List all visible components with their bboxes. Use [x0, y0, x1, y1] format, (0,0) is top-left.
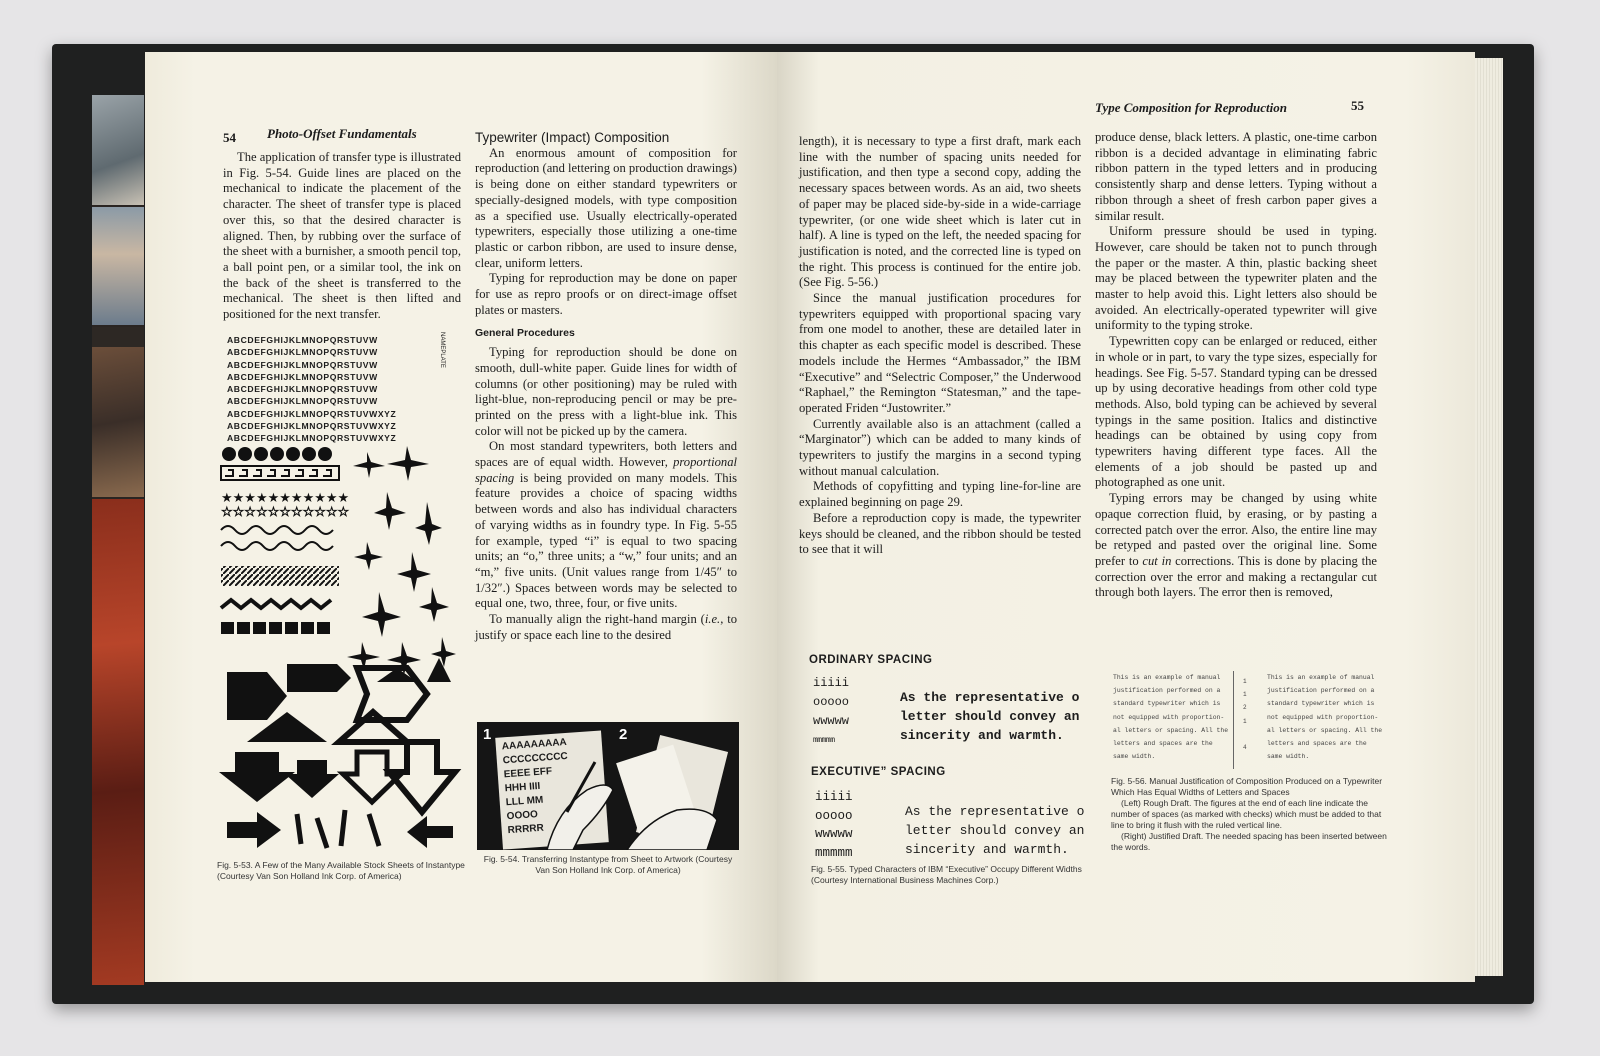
- left-col1: [223, 150, 461, 323]
- diamond-border-icon: [221, 526, 333, 534]
- transfer-photo: [477, 722, 739, 850]
- alphabet-line: ABCDEFGHIJKLMNOPQRSTUVW: [227, 396, 378, 407]
- ordinary-sample-text: As the representative o letter should convey an sincerity and warmth.: [900, 690, 1080, 743]
- right-page: [777, 52, 1475, 982]
- paragraph: length), it is necessary to type a first draft, mark each line with the number of spacing units needed for justification, and then type a second copy, adding the necessary spaces between words. As an aid, two sheets of paper may be placed side-by-side in a wide-carriage typewriter, (or one wide sheet which is later cut in half). A line is typed on the left, the needed spacing for justification is noted, and the corrected line is typed on the right. This process is continued for the entire job. (See Fig. 5-56.): [799, 134, 1081, 290]
- airplane-silhouettes-icon: [347, 446, 456, 682]
- paragraph: Typing for reproduction should be done on smooth, dull-white paper. Guide lines for width of columns (or other positioning) may be ruled with light-blue, non-reproducing pencil or may be pre-printed on the press with a light-blue ink. This color will not be picked up by the camera.: [475, 345, 737, 438]
- left-page: [145, 52, 777, 982]
- instantype-sheet: AAAAAAAAA CCCCCCCCC EEEE EFF HHH IIII LLL MM OOOO RRRRR: [495, 730, 609, 849]
- running-head: Type Composition for Reproduction: [1095, 100, 1287, 115]
- alphabet-line: ABCDEFGHIJKLMNOPQRSTUVW: [227, 371, 378, 382]
- photo-label-1: 1: [483, 726, 492, 743]
- ordinary-spacing-heading: ORDINARY SPACING: [809, 654, 933, 666]
- paragraph: An enormous amount of composition for reproduction (and lettering on production drawings) is being done on either standard typewriters or specially-designed models, with type composition as a specified use. Usually electrically-operated typewriters, especially those utilizing a one-time plastic or carbon ribbon, are used to insure dense, clear, uniform letters.: [475, 145, 737, 270]
- arrow-shapes-icon: [219, 664, 455, 848]
- running-head: Photo-Offset Fundamentals: [267, 126, 417, 141]
- ornament-row-icon: [221, 622, 330, 634]
- executive-spacing-heading: EXECUTIVE” SPACING: [811, 766, 946, 778]
- alphabet-line: ABCDEFGHIJKLMNOPQRSTUVW: [227, 384, 378, 395]
- paragraph: Since the manual justification procedures for typewriters equipped with proportional spacing vary from one model to another, these are detailed later in this chapter as each specific model is described. These models include the Hermes “Ambassador,” the IBM “Executive” and “Selectric Composer,” the Underwood “Raphael,” the Remington “Statesman,” and the tape-operated Friden “Justowriter.”: [799, 291, 1081, 415]
- page-edges: [1475, 58, 1503, 976]
- instantype-sheets-figure: [217, 442, 467, 852]
- alphabet-line: ABCDEFGHIJKLMNOPQRSTUVW: [227, 335, 378, 345]
- alphabet-tag: NAMEPLATE: [439, 332, 445, 368]
- hands-illustration: [477, 722, 739, 850]
- dots-row-icon: [222, 447, 332, 461]
- right-col1: [799, 134, 1081, 558]
- transfer-paragraph: The application of transfer type is illustrated in Fig. 5-54. Guide lines are placed on the mechanical to indicate the placement of the character. The sheet of transfer type is placed over this, so that the desired character is aligned. Then, by rubbing over the surface of the sheet with a burnisher, a smooth pencil top, a ball point pen, or a similar tool, the ink on the back of the sheet is transferred to the mechanical. The sheet is then lifted and positioned for the next transfer.: [223, 150, 461, 322]
- fig-553-caption: Fig. 5-53. A Few of the Many Available Stock Sheets of Instantype (Courtesy Van Son Holland Ink Corp. of America): [217, 860, 465, 881]
- executive-sample-text: As the representative o letter should convey an sincerity and warmth.: [905, 804, 1085, 857]
- alphabet-samples: [227, 334, 396, 445]
- paragraph: Typing errors may be changed by using white opaque correction fluid, by erasing, or by pasting a corrected patch over the error. Also, the entire line may be retyped and pasted over the original line. Some prefer to cut in corrections. This is done by placing the correction over the error and making a rectangular cut through both layers. The error then is removed,: [1095, 491, 1377, 600]
- paragraph: Methods of copyfitting and typing line-for-line are explained beginning on page 29.: [799, 479, 1081, 510]
- photo-strip: [92, 95, 144, 985]
- wave-border-icon: [221, 542, 333, 550]
- right-col2: [1095, 130, 1377, 601]
- photo-label-2: 2: [619, 726, 628, 743]
- justified-draft-text: This is an example of manual justification performed on a standard typewriter which is not equipped with proportion- al letters or spacing. All the letters and spaces are the same width.: [1267, 674, 1383, 761]
- paragraph: Currently available also is an attachment (called a “Marginator”) which can be added to many kinds of typewriters to justify the margins in a second typing without manual calculation.: [799, 416, 1081, 478]
- subheading: General Procedures: [475, 327, 575, 340]
- rope-border-icon: [221, 566, 339, 586]
- alphabet-line: ABCDEFGHIJKLMNOPQRSTUVWXYZ: [227, 408, 397, 419]
- paragraph: On most standard typewriters, both letters and spaces are of equal width. However, proportional spacing is being provided on many models. This feature provides a choice of spacing widths between words and also has individual characters of varying widths as in foundry type. In Fig. 5-55 for example, typed “i” is equal to two spacing units; an “o,” three units; a “w,” four units; and an “m,” five units. (Unit values range from 1/45″ to 1/32″.) Spaces between words may be selected to equal one, two, three, four, or five units.: [475, 439, 737, 611]
- fig-555-caption: Fig. 5-55. Typed Characters of IBM “Executive” Occupy Different Widths (Courtesy International Business Machines Corp.): [811, 864, 1082, 885]
- hand-icon: [547, 785, 613, 850]
- alphabet-line: ABCDEFGHIJKLMNOPQRSTUVWXYZ: [227, 421, 397, 432]
- alphabet-line: ABCDEFGHIJKLMNOPQRSTUVW: [227, 359, 378, 370]
- ordinary-spacing-rows: iiiii ooooo wwwww mmmmm: [813, 676, 850, 745]
- alphabet-line: ABCDEFGHIJKLMNOPQRSTUVW: [227, 347, 378, 358]
- space-count-column: 1 1 2 1 4: [1243, 678, 1247, 752]
- greek-key-border-icon: [221, 466, 339, 480]
- executive-spacing-rows: iiiii ooooo wwwww mmmmm: [815, 790, 853, 860]
- scroll-border-icon: [221, 600, 331, 608]
- outline-star-border-icon: ☆☆☆☆☆☆☆☆☆☆☆: [221, 504, 350, 519]
- page-number: 55: [1351, 98, 1364, 113]
- paragraph: Typing for reproduction may be done on paper for use as repro proofs or on direct-image offset plates or masters.: [475, 271, 737, 317]
- alphabet-line: ABCDEFGHIJKLMNOPQRSTUVWXYZ: [227, 433, 397, 444]
- justification-rule: [1233, 671, 1234, 769]
- paragraph: Typewritten copy can be enlarged or reduced, either in whole or in part, to vary the type sizes, especially for headings. See Fig. 5-57. Standard typing can be dressed up by using decorative headings from other cold type methods. Also, bold typing can be achieved by several typings in the same position. Italics and distinctive headings can be obtained by using copy from typewriters having different type faces. All the elements of a job should be pasted up and photographed as one unit.: [1095, 334, 1377, 490]
- paragraph: Uniform pressure should be used in typing. However, care should be taken not to punch through the paper or the master. A thin, plastic backing sheet may be placed between the typewriter platen and the master to help avoid this. Light letters also should be avoided. An electrically-operated typewriter will give uniformity to the typing stroke.: [1095, 224, 1377, 333]
- rough-draft-text: This is an example of manual justification performed on a standard typewriter which is not equipped with proportion- al letters or spacing. All the letters and spaces are the same width.: [1113, 674, 1229, 761]
- left-col2: [475, 130, 737, 644]
- page-number: 54: [223, 130, 236, 145]
- star-border-icon: ★★★★★★★★★★★: [221, 490, 350, 505]
- fig-556-caption: Fig. 5-56. Manual Justification of Composition Produced on a Typewriter Which Has Equal Widths of Letters and Spaces (Left) Rough Draft. The figures at the end of each line indicate the number of spaces (as marked with checks) which must be added to that line to bring it flush with the ruled vertical line. (Right) Justified Draft. The needed spacing has been inserted between the words.: [1111, 776, 1387, 852]
- fig-554-caption: Fig. 5-54. Transferring Instantype from Sheet to Artwork (Courtesy Van Son Holland Ink Corp. of America): [483, 854, 733, 875]
- section-heading: Typewriter (Impact) Composition: [475, 130, 670, 145]
- paragraph: To manually align the right-hand margin (i.e., to justify or space each line to the desired: [475, 612, 738, 642]
- paragraph: Before a reproduction copy is made, the typewriter keys should be cleaned, and the ribbon should be tested to see that it will: [799, 510, 1081, 557]
- paragraph: produce dense, black letters. A plastic, one-time carbon ribbon is a decided advantage in eliminating fabric ribbon pattern in the typed letters and in producing consistently sharp and dense letters. Typing without a ribbon through a sheet of fresh carbon paper gives a similar result.: [1095, 130, 1377, 223]
